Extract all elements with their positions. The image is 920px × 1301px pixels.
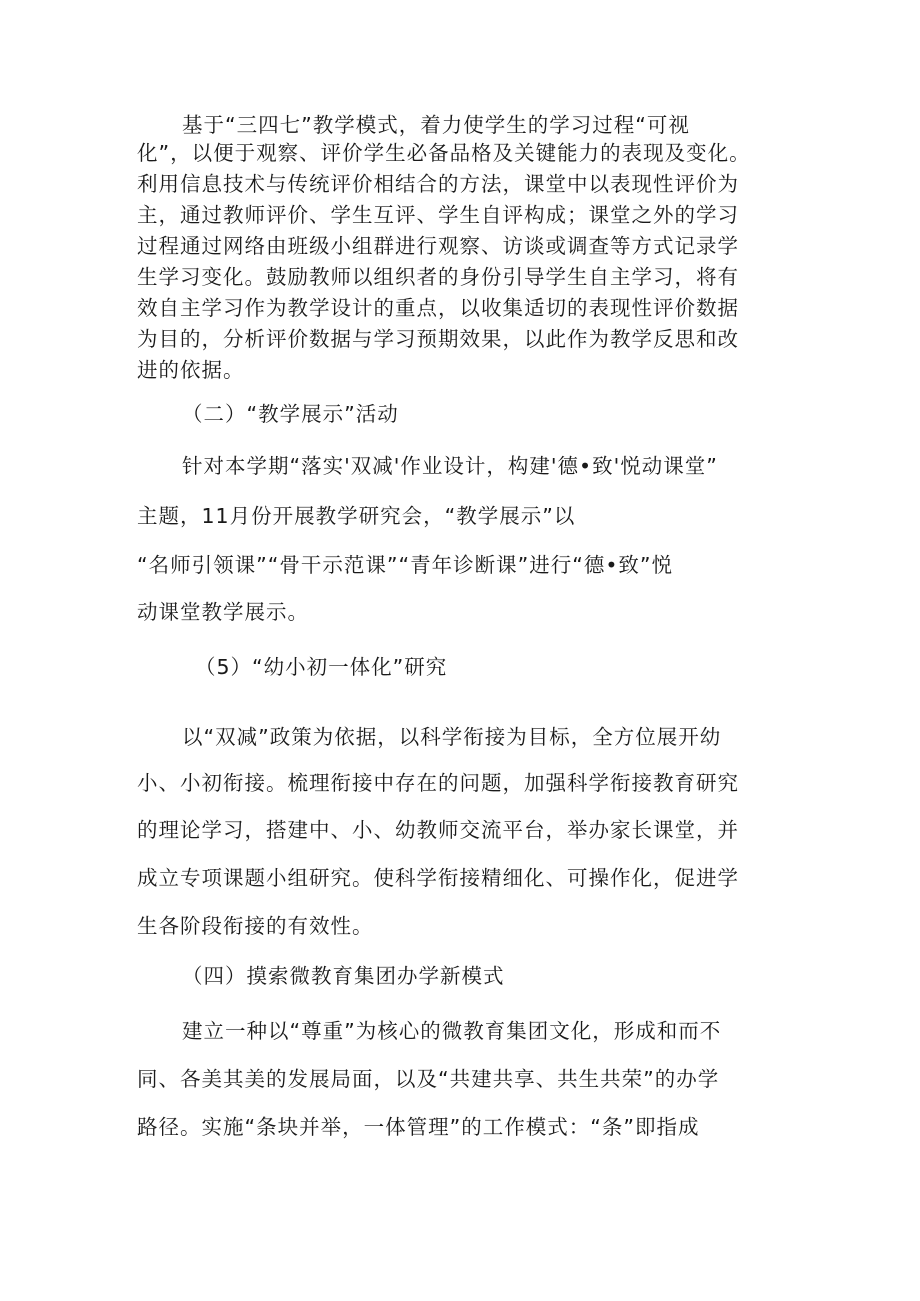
- section-heading: （5）“幼小初一体化”研究: [195, 655, 448, 679]
- paragraph-line: 过程通过网络由班级小组群进行观察、访谈或调查等方式记录学: [137, 234, 739, 258]
- paragraph-line: “名师引领课”“骨干示范课”“青年诊断课”进行“德•致”悦: [137, 553, 674, 577]
- paragraph-line: 化”，以便于观察、评价学生必备品格及关键能力的表现及变化。: [137, 141, 751, 165]
- paragraph-line: 进的依据。: [137, 358, 245, 382]
- paragraph-line: 生学习变化。鼓励教师以组织者的身份引导学生自主学习，将有: [137, 265, 739, 289]
- paragraph-line: 以“双减”政策为依据，以科学衔接为目标，全方位展开幼: [182, 725, 722, 749]
- paragraph-line: 生各阶段衔接的有效性。: [137, 914, 374, 938]
- paragraph-line: 主，通过教师评价、学生互评、学生自评构成；课堂之外的学习: [137, 203, 739, 227]
- section-heading: （四）摸索微教育集团办学新模式: [182, 964, 505, 988]
- paragraph-line: 利用信息技术与传统评价相结合的方法，课堂中以表现性评价为: [137, 172, 739, 196]
- paragraph-line: 针对本学期“落实'双减'作业设计，构建'德•致'悦动课堂”: [182, 454, 718, 478]
- paragraph-line: 同、各美其美的发展局面，以及“共建共享、共生共荣”的办学: [137, 1067, 720, 1091]
- paragraph-line: 主题，11月份开展教学研究会，“教学展示”以: [137, 504, 576, 528]
- paragraph-line: 的理论学习，搭建中、小、幼教师交流平台，举办家长课堂，并: [137, 818, 739, 842]
- paragraph-line: 动课堂教学展示。: [137, 600, 309, 624]
- paragraph-line: 路径。实施“条块并举，一体管理”的工作模式：“条”即指成: [137, 1115, 700, 1139]
- paragraph-line: 小、小初衔接。梳理衔接中存在的问题，加强科学衔接教育研究: [137, 771, 739, 795]
- paragraph-line: 为目的，分析评价数据与学习预期效果，以此作为教学反思和改: [137, 327, 739, 351]
- section-heading: （二）“教学展示”活动: [182, 402, 399, 426]
- paragraph-line: 建立一种以“尊重”为核心的微教育集团文化，形成和而不: [182, 1019, 722, 1043]
- paragraph-line: 效自主学习作为教学设计的重点，以收集适切的表现性评价数据: [137, 296, 739, 320]
- paragraph-line: 成立专项课题小组研究。使科学衔接精细化、可操作化，促进学: [137, 866, 739, 890]
- paragraph-line: 基于“三四七”教学模式，着力使学生的学习过程“可视: [182, 113, 690, 137]
